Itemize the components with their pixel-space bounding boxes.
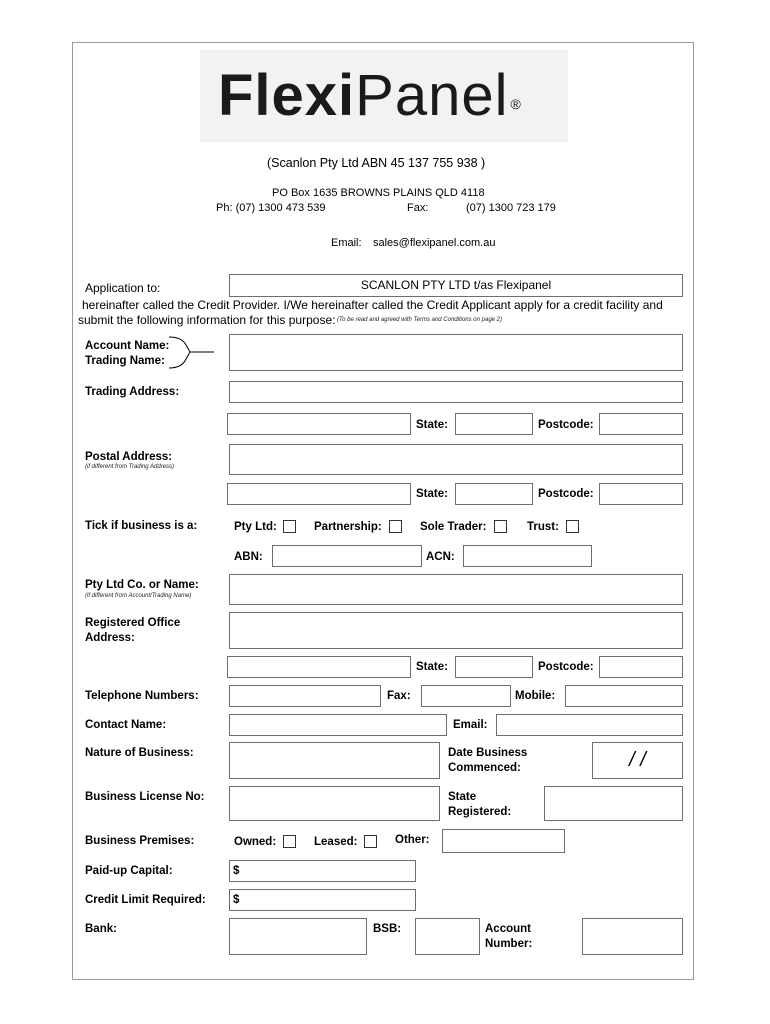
business-license-input[interactable] bbox=[229, 786, 440, 821]
pty-co-name-label: Pty Ltd Co. or Name: bbox=[85, 579, 199, 591]
sole-trader-label: Sole Trader: bbox=[420, 521, 487, 533]
postal-address-line2-input[interactable] bbox=[227, 483, 411, 505]
postal-postcode-input[interactable] bbox=[599, 483, 683, 505]
registered-office-input[interactable] bbox=[229, 612, 683, 649]
abn-label: ABN: bbox=[234, 551, 263, 563]
registered-office-line2-input[interactable] bbox=[227, 656, 411, 678]
telephone-input[interactable] bbox=[229, 685, 381, 707]
phone-number: Ph: (07) 1300 473 539 bbox=[216, 202, 326, 214]
pty-ltd-checkbox[interactable] bbox=[283, 520, 296, 533]
registered-postcode-input[interactable] bbox=[599, 656, 683, 678]
fax-field-label: Fax: bbox=[387, 690, 411, 702]
registered-office-label-2: Address: bbox=[85, 632, 135, 644]
partnership-label: Partnership: bbox=[314, 521, 382, 533]
acn-input[interactable] bbox=[463, 545, 592, 567]
company-abn: (Scanlon Pty Ltd ABN 45 137 755 938 ) bbox=[267, 156, 486, 170]
trading-address-input[interactable] bbox=[229, 381, 683, 403]
intro-line-1: hereinafter called the Credit Provider. I/We hereinafter called the Credit Applicant apply for a credit facility and bbox=[82, 298, 663, 312]
nature-business-input[interactable] bbox=[229, 742, 440, 779]
fax-input[interactable] bbox=[421, 685, 511, 707]
bank-label: Bank: bbox=[85, 923, 117, 935]
account-name-label: Account Name: bbox=[85, 340, 170, 352]
leased-label: Leased: bbox=[314, 836, 358, 848]
contact-name-input[interactable] bbox=[229, 714, 447, 736]
trading-name-label: Trading Name: bbox=[85, 355, 165, 367]
email-field-label: Email: bbox=[453, 719, 488, 731]
bracket-icon bbox=[168, 336, 218, 370]
flexipanel-logo: FlexiPanel ® bbox=[218, 63, 522, 128]
email-input[interactable] bbox=[496, 714, 683, 736]
postal-address-label: Postal Address: bbox=[85, 451, 173, 463]
date-commenced-label-1: Date Business bbox=[448, 747, 528, 759]
bank-input[interactable] bbox=[229, 918, 367, 955]
account-number-label-1: Account bbox=[485, 923, 531, 935]
account-number-input[interactable] bbox=[582, 918, 683, 955]
registered-office-label-1: Registered Office bbox=[85, 617, 181, 629]
pty-ltd-label: Pty Ltd: bbox=[234, 521, 277, 533]
intro-note: (To be read and agreed with Terms and Conditions on page 2) bbox=[337, 317, 502, 323]
paidup-dollar-sign: $ bbox=[233, 865, 240, 877]
telephone-label: Telephone Numbers: bbox=[85, 690, 199, 702]
trading-state-input[interactable] bbox=[455, 413, 533, 435]
abn-input[interactable] bbox=[272, 545, 422, 567]
date-commenced-label-2: Commenced: bbox=[448, 762, 521, 774]
pty-co-name-note: (if different from Account/Trading Name) bbox=[85, 593, 192, 599]
bsb-label: BSB: bbox=[373, 923, 402, 935]
tick-business-label: Tick if business is a: bbox=[85, 520, 198, 532]
business-license-label: Business License No: bbox=[85, 791, 205, 803]
postal-postcode-label: Postcode: bbox=[538, 488, 594, 500]
email-label: Email: bbox=[331, 237, 362, 249]
registered-state-input[interactable] bbox=[455, 656, 533, 678]
fax-number: (07) 1300 723 179 bbox=[466, 202, 556, 214]
partnership-checkbox[interactable] bbox=[389, 520, 402, 533]
po-box-address: PO Box 1635 BROWNS PLAINS QLD 4118 bbox=[272, 187, 485, 199]
bsb-input[interactable] bbox=[415, 918, 480, 955]
trading-address-line2-input[interactable] bbox=[227, 413, 411, 435]
owned-checkbox[interactable] bbox=[283, 835, 296, 848]
trust-label: Trust: bbox=[527, 521, 559, 533]
trading-state-label: State: bbox=[416, 419, 448, 431]
email-address: sales@flexipanel.com.au bbox=[373, 237, 496, 249]
registered-postcode-label: Postcode: bbox=[538, 661, 594, 673]
postal-address-input[interactable] bbox=[229, 444, 683, 475]
credit-dollar-sign: $ bbox=[233, 894, 240, 906]
sole-trader-checkbox[interactable] bbox=[494, 520, 507, 533]
postal-state-label: State: bbox=[416, 488, 448, 500]
date-commenced-input[interactable]: / / bbox=[592, 742, 683, 779]
acn-label: ACN: bbox=[426, 551, 455, 563]
trading-address-label: Trading Address: bbox=[85, 386, 180, 398]
pty-co-name-input[interactable] bbox=[229, 574, 683, 605]
account-number-label-2: Number: bbox=[485, 938, 533, 950]
registered-state-label: State: bbox=[416, 661, 448, 673]
paidup-capital-input[interactable] bbox=[229, 860, 416, 882]
application-to-field[interactable]: SCANLON PTY LTD t/as Flexipanel bbox=[229, 274, 683, 297]
owned-label: Owned: bbox=[234, 836, 277, 848]
other-premises-input[interactable] bbox=[442, 829, 565, 853]
credit-limit-input[interactable] bbox=[229, 889, 416, 911]
postal-state-input[interactable] bbox=[455, 483, 533, 505]
trading-postcode-input[interactable] bbox=[599, 413, 683, 435]
state-registered-label-1: State bbox=[448, 791, 477, 803]
trust-checkbox[interactable] bbox=[566, 520, 579, 533]
fax-label: Fax: bbox=[407, 202, 429, 214]
other-label: Other: bbox=[395, 834, 430, 846]
application-to-label: Application to: bbox=[85, 281, 161, 295]
postal-address-note: (if different from Trading Address) bbox=[85, 464, 175, 470]
leased-checkbox[interactable] bbox=[364, 835, 377, 848]
state-registered-label-2: Registered: bbox=[448, 806, 512, 818]
mobile-label: Mobile: bbox=[515, 690, 556, 702]
paidup-capital-label: Paid-up Capital: bbox=[85, 865, 173, 877]
business-premises-label: Business Premises: bbox=[85, 835, 195, 847]
mobile-input[interactable] bbox=[565, 685, 683, 707]
nature-business-label: Nature of Business: bbox=[85, 747, 194, 759]
account-trading-name-input[interactable] bbox=[229, 334, 683, 371]
credit-limit-label: Credit Limit Required: bbox=[85, 894, 206, 906]
intro-line-2: submit the following information for this purpose: bbox=[78, 313, 336, 327]
state-registered-input[interactable] bbox=[544, 786, 683, 821]
trading-postcode-label: Postcode: bbox=[538, 419, 594, 431]
contact-name-label: Contact Name: bbox=[85, 719, 167, 731]
